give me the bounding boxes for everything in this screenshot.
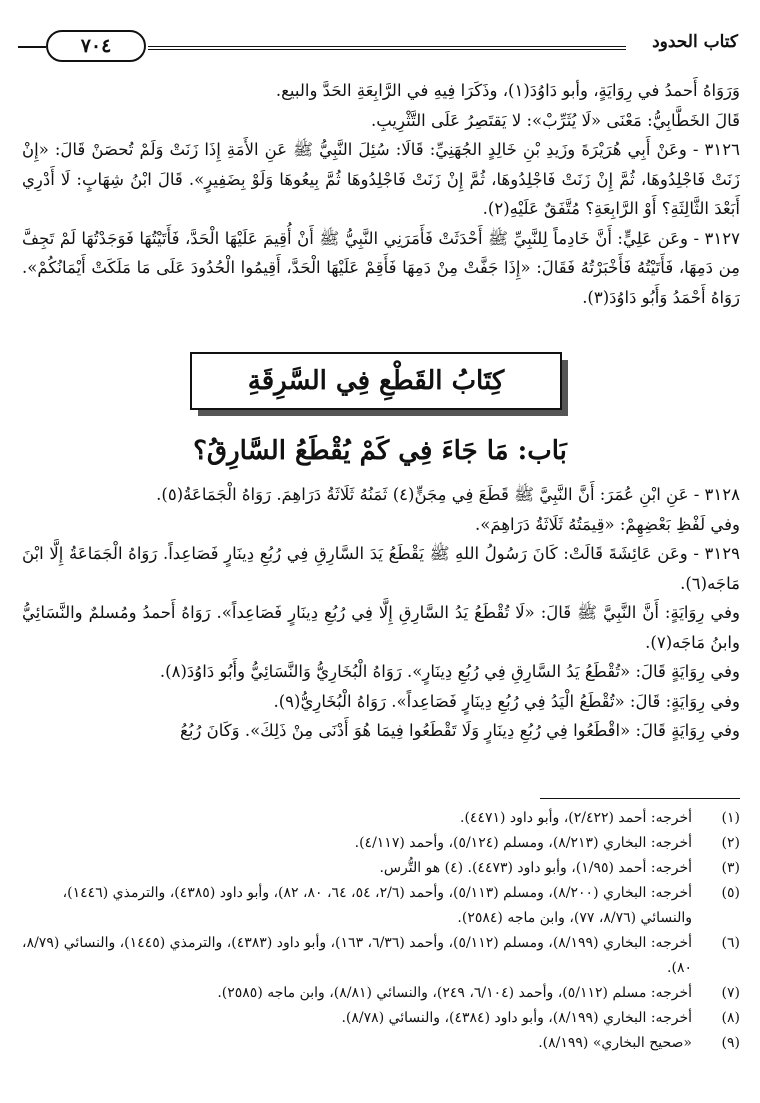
- paragraph: وفي رِوَايَةٍ قَالَ: «اقْطَعُوا فِي رُبُعِ دِينَارٍ وَلَا تَقْطَعُوا فِيمَا هُوَ أَدْنَى مِنْ ذَلِكَ». وَكَانَ رُبُعُ: [180, 721, 740, 740]
- footnote-number: (١): [721, 810, 740, 826]
- paragraph: وفي رِوَايَةٍ قَالَ: «تُقْطَعُ يَدُ السَّارِقِ فِي رُبُعِ دِينَارٍ». رَوَاهُ الْبُخَارِيُّ وَالنَّسَائِيُّ وأَبُو دَاوُدَ(٨).: [159, 662, 740, 681]
- footnote-number: (٨): [721, 1010, 740, 1026]
- footnote: [22, 806, 740, 831]
- paragraph: وفي رِوَايَةٍ: أَنَّ النَّبِيَّ ﷺ قَالَ: «لَا تُقْطَعُ يَدُ السَّارِقِ إِلَّا فِي رُبُعِ دِينَارٍ فَصَاعِداً». رَوَاهُ أَحمدُ ومُسلمٌ والنَّسَائِيُّ وابنُ مَاجَه(٧).: [22, 603, 740, 652]
- header-rule-left: [18, 46, 46, 48]
- paragraph: وَرَوَاهُ أَحمدُ في رِوَايَةٍ، وأبو دَاوُدَ(١)، وذَكَرَا فِيهِ في الرَّابِعَةِ الحَدَّ والبيع.: [275, 81, 740, 100]
- page-header: [18, 30, 738, 66]
- footnote: [22, 856, 740, 881]
- page-number: ٧٠٤: [46, 30, 146, 62]
- footnote-number: (٥): [721, 885, 740, 901]
- main-text-top: [22, 76, 740, 312]
- footnote-divider: [540, 798, 740, 799]
- running-title: كتاب الحدود: [652, 32, 738, 52]
- footnote-text: أخرجه: البخاري (٨/٢١٣)، ومسلم (٥/١٢٤)، وأحمد (٤/١١٧).: [354, 835, 692, 851]
- hadith-3126: ٣١٢٦ - وعَنْ أَبِي هُرَيْرَةَ وزَيدِ بْنِ خَالِدٍ الجُهَنِيِّ: قَالَا: سُئِلَ النَّبِيُّ ﷺ عَنِ الأَمَةِ إِذَا زَنَتْ وَلَمْ تُحصَنْ قَالَ: «إِنْ زَنَتْ فَاجْلِدُوهَا، ثُمَّ إِنْ زَنَتْ فَاجْلِدُوهَا، ثُمَّ إِنْ زَنَتْ فَاجْلِدُوهَا ثُمَّ بِيعُوهَا وَلَوْ بِضَفِيرٍ». قَالَ ابْنُ شِهَابٍ: لَا أَدْرِي أَبَعْدَ الثَّالِثَةِ؟ أَوْ الرَّابِعَةِ؟ مُتَّفَقٌ عَلَيْهِ(٢).: [22, 140, 740, 218]
- footnote: [22, 931, 740, 981]
- footnote-text: أخرجه: أحمد (٢/٤٢٢)، وأبو داود (٤٤٧١).: [460, 810, 692, 826]
- paragraph: قَالَ الخَطَّابِيُّ: مَعْنَى «لَا يُثَرِّبْ»: لا يَقتَصِرُ عَلَى التَّثْرِيبِ.: [370, 110, 740, 130]
- footnote-text: أخرجه: البخاري (٨/١٩٩)، وأبو داود (٤٣٨٤)، والنسائي (٨/٧٨).: [341, 1010, 692, 1026]
- footnote: [22, 881, 740, 931]
- footnote-number: (٩): [721, 1035, 740, 1051]
- footnote: [22, 831, 740, 856]
- header-rule: [148, 46, 626, 52]
- footnotes: [22, 806, 740, 1056]
- hadith-3129: ٣١٢٩ - وعَن عَائِشَةَ قَالَتْ: كَانَ رَسُولُ اللهِ ﷺ يَقْطَعُ يَدَ السَّارِقِ فِي رُبُعِ دِينَارٍ فَصَاعِداً. رَوَاهُ الْجَمَاعَةُ إِلَّا ابْنَ مَاجَه(٦).: [22, 544, 740, 593]
- footnote-text: «صحيح البخاري» (٨/١٩٩).: [538, 1035, 692, 1051]
- book-title-frame: [190, 352, 576, 422]
- footnote-text: أخرجه: البخاري (٨/١٩٩)، ومسلم (٥/١١٢)، وأحمد (٦/٣٦، ١٦٣)، وأبو داود (٤٣٨٣)، والترمذي (١٤٤٥)، والنسائي (٨/٧٩، ٨٠).: [22, 935, 692, 976]
- book-title: كِتَابُ القَطْعِ فِي السَّرِقَةِ: [190, 352, 562, 410]
- footnote-text: أخرجه: البخاري (٨/٢٠٠)، ومسلم (٥/١١٣)، وأحمد (٢/٦، ٥٤، ٦٤، ٨٠، ٨٢)، وأبو داود (٤٣٨٥)، والترمذي (١٤٤٦)، والنسائي (٨/٧٦، ٧٧)، وابن ماجه (٢٥٨٤).: [62, 885, 692, 926]
- hadith-3128: ٣١٢٨ - عَنِ ابْنِ عُمَرَ: أَنَّ النَّبِيَّ ﷺ قَطَعَ فِي مِجَنٍّ(٤) ثَمَنُهُ ثَلَاثَةُ دَرَاهِمَ. رَوَاهُ الْجَمَاعَةُ(٥).: [156, 485, 740, 504]
- footnote-number: (٣): [721, 860, 740, 876]
- footnote: [22, 981, 740, 1006]
- footnote-text: أخرجه: أحمد (١/٩٥)، وأبو داود (٤٤٧٣). (٤) هو التُّرس.: [379, 860, 692, 876]
- footnote-number: (٦): [721, 935, 740, 951]
- main-text-bottom: [22, 480, 740, 746]
- paragraph: وفي لَفْظِ بَعْضِهِمْ: «قِيمَتُهُ ثَلَاثَةُ دَرَاهِمَ».: [475, 514, 740, 534]
- footnote-text: أخرجه: مسلم (٥/١١٢)، وأحمد (٦/١٠٤، ٢٤٩)، والنسائي (٨/٨١)، وابن ماجه (٢٥٨٥).: [217, 985, 692, 1001]
- footnote: [22, 1031, 740, 1056]
- footnote-number: (٧): [721, 985, 740, 1001]
- chapter-title: بَاب: مَا جَاءَ فِي كَمْ يُقْطَعُ السَّارِقُ؟: [193, 436, 567, 466]
- footnote-number: (٢): [721, 835, 740, 851]
- paragraph: وفي رِوَايَةٍ: قَالَ: «تُقْطَعُ الْيَدُ فِي رُبُعِ دِينَارٍ فَصَاعِداً». رَوَاهُ الْبُخَارِيُّ(٩).: [273, 691, 740, 711]
- hadith-3127: ٣١٢٧ - وعَن عَلِيٍّ: أَنَّ خَادِماً لِلنَّبِيِّ ﷺ أَحْدَثَتْ فَأَمَرَنِي النَّبِيُّ ﷺ أَنْ أُقِيمَ عَلَيْهَا الْحَدَّ، فَأَتَيْتُهَا فَوَجَدْتُهَا لَمْ تَجِفَّ مِن دَمِهَا، فَأَتَيْتُهُ فَأَخْبَرْتُهُ فَقَالَ: «إِذَا جَفَّتْ مِنْ دَمِهَا فَأَقِمْ عَلَيْهَا الْحَدَّ، أَقِيمُوا الْحُدُودَ عَلَى مَا مَلَكَتْ أَيْمَانُكُمْ». رَوَاهُ أَحْمَدُ وَأَبُو دَاوُدَ(٣).: [22, 228, 740, 307]
- footnote: [22, 1006, 740, 1031]
